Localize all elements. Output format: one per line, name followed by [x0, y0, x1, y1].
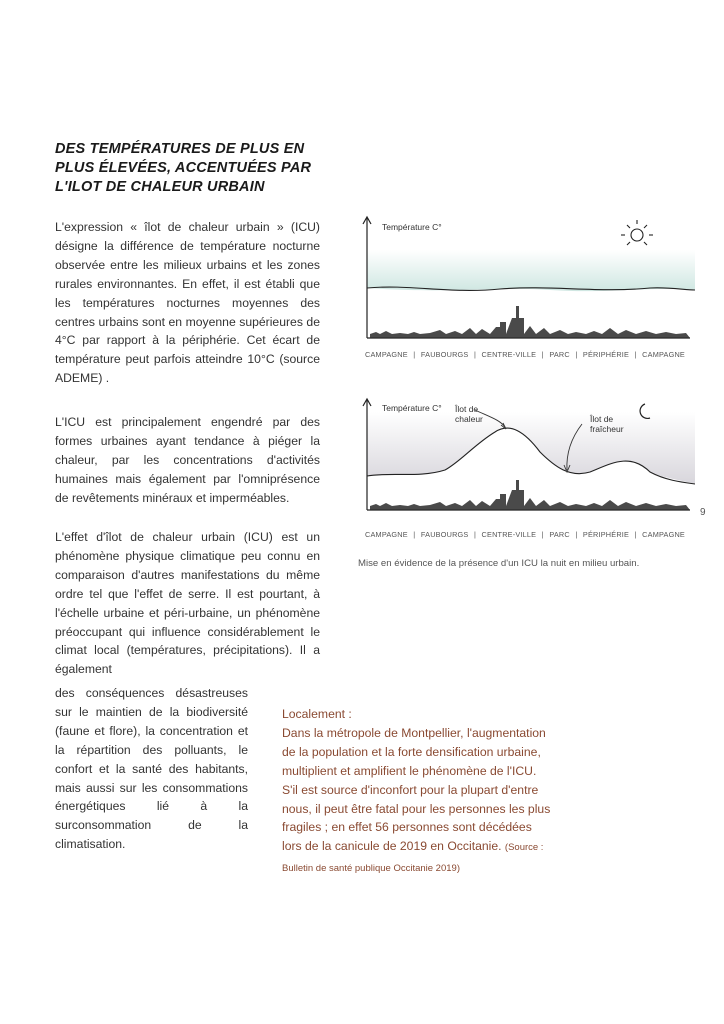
day-temperature-diagram: [350, 210, 695, 365]
night-zone-separator: |: [541, 530, 544, 539]
day-sky-fill: [367, 250, 695, 291]
local-box: [282, 705, 552, 879]
day-zone-separator: |: [541, 350, 544, 359]
paragraph-effects: L'effet d'îlot de chaleur urbain (ICU) est un phénomène physique climatique peu connu en comparaison d'autres manifestations du même ordre tel que l'effet de serre. Il est pourtant, à l'échelle urbaine et péri-urbaine, un phénomène préoccupant qui influence considérablement le climat local (températures, précipitations). Il a également: [55, 530, 320, 677]
night-zone-peripherie: PÉRIPHÉRIE: [582, 530, 630, 539]
night-y-label: Température C°: [382, 403, 442, 413]
night-zone-separator: |: [575, 530, 578, 539]
night-zone-campagne-2: CAMPAGNE: [642, 530, 685, 539]
night-x-labels: [365, 530, 685, 539]
day-x-labels: [365, 350, 685, 359]
page-number: 9: [700, 507, 706, 518]
day-y-label: Température C°: [382, 222, 442, 232]
day-zone-parc: PARC: [549, 350, 570, 359]
day-zone-campagne-1: CAMPAGNE: [365, 350, 408, 359]
paragraph-consequences: des conséquences désastreuses sur le maintien de la biodiversité (faune et flore), la concentration et la répartition des polluants, le confort et la santé des habitants, mais aussi sur les consommations énergétiques lié à la surconsommation de la climatisation.: [55, 686, 248, 852]
heading-line-3: L'ILOT DE CHALEUR URBAIN: [55, 179, 265, 195]
night-zone-parc: PARC: [549, 530, 570, 539]
night-zone-separator: |: [413, 530, 416, 539]
night-zone-centre-ville: CENTRE-VILLE: [481, 530, 537, 539]
day-zone-separator: |: [413, 350, 416, 359]
day-zone-faubourgs: FAUBOURGS: [420, 350, 469, 359]
day-zone-campagne-2: CAMPAGNE: [642, 350, 685, 359]
day-zone-separator: |: [634, 350, 637, 359]
night-city-skyline: [370, 480, 690, 510]
cool-island-label: Îlot de fraîcheur: [590, 414, 624, 434]
night-zone-faubourgs: FAUBOURGS: [420, 530, 469, 539]
night-zone-separator: |: [473, 530, 477, 539]
figure-caption: Mise en évidence de la présence d'un ICU la nuit en milieu urbain.: [358, 558, 640, 569]
night-zone-campagne-1: CAMPAGNE: [365, 530, 408, 539]
day-zone-separator: |: [575, 350, 578, 359]
local-title: Localement :: [282, 707, 352, 721]
sun-icon: [621, 220, 653, 245]
local-body: Dans la métropole de Montpellier, l'augmentation de la population et la forte densification urbaine, multiplient et amplifient le phénomène de l'ICU. S'il est source d'inconfort pour la plupart d'entre nous, il peut être fatal pour les personnes les plus fragiles ; en effet 56 personnes sont décédées lors de la canicule de 2019 en Occitanie.: [282, 725, 551, 854]
day-zone-peripherie: PÉRIPHÉRIE: [582, 350, 630, 359]
paragraph-causes: L'ICU est principalement engendré par des formes urbaines ayant tendance à piéger la chaleur, par les concentrations d'activités humaines mais également par l'omniprésence de revêtements minéraux et imperméables.: [55, 415, 320, 505]
night-sky-fill: [367, 412, 695, 484]
heading-line-2: PLUS ÉLEVÉES, ACCENTUÉES PAR: [55, 160, 312, 176]
heading-line-1: DES TEMPÉRATURES DE PLUS EN: [55, 141, 305, 157]
day-city-skyline: [370, 306, 690, 338]
day-zone-separator: |: [473, 350, 477, 359]
section-heading: [55, 140, 315, 197]
local-source: (Source : Bulletin de santé publique Occitanie 2019): [282, 842, 544, 875]
day-zone-centre-ville: CENTRE-VILLE: [481, 350, 537, 359]
night-zone-separator: |: [634, 530, 637, 539]
heat-island-label: Îlot de chaleur: [455, 404, 483, 424]
paragraph-definition: L'expression « îlot de chaleur urbain » (ICU) désigne la différence de température nocturne observée entre les milieux urbains et les zones rurales environnantes. En effet, il est établi que les températures nocturnes moyennes des centres urbains sont en moyenne supérieures de 4°C par rapport à la périphérie. Cet écart de température peut parfois atteindre 10°C (source ADEME) .: [55, 220, 320, 386]
